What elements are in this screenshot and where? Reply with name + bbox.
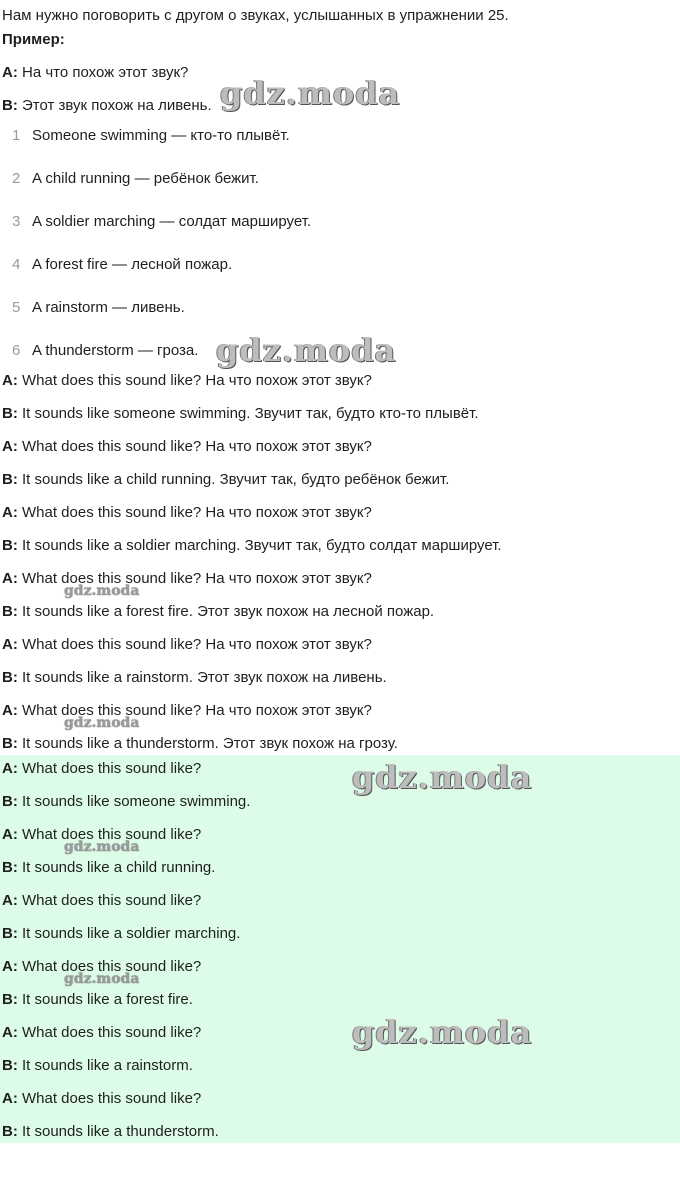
list-item: A thunderstorm — гроза. — [32, 342, 199, 359]
dialogue-line — [2, 437, 372, 457]
intro-text: Нам нужно поговорить с другом о звуках, услышанных в упражнении 25. — [2, 7, 509, 24]
speaker-label: B: — [2, 735, 18, 752]
dialogue-line — [2, 404, 479, 424]
speaker-label: A: — [2, 892, 18, 909]
line-text: It sounds like a forest fire. — [17, 991, 193, 1008]
list-item: A child running — ребёнок бежит. — [32, 170, 259, 187]
example-line — [2, 96, 212, 116]
line-text: What does this sound like? — [17, 1090, 202, 1107]
answer-line — [2, 858, 215, 878]
watermark-logo: gdz.moda — [64, 715, 140, 731]
speaker-label: B: — [2, 97, 18, 114]
line-text: What does this sound like? — [17, 760, 202, 777]
answer-line — [2, 990, 193, 1010]
line-text: It sounds like someone swimming. — [17, 793, 251, 810]
speaker-label: B: — [2, 537, 18, 554]
item-number: 4 — [12, 256, 21, 273]
list-item: A forest fire — лесной пожар. — [32, 256, 233, 273]
answer-line — [2, 1056, 193, 1076]
speaker-label: B: — [2, 471, 18, 488]
item-number: 3 — [12, 213, 21, 230]
line-text: It sounds like a rainstorm. — [17, 1057, 193, 1074]
dialogue-line — [2, 635, 372, 655]
line-text: What does this sound like? На что похож этот звук? — [17, 636, 372, 653]
line-text: What does this sound like? На что похож этот звук? — [17, 702, 372, 719]
answer-line — [2, 759, 201, 779]
dialogue-line — [2, 602, 434, 622]
dialogue-line — [2, 536, 502, 556]
line-text: It sounds like a thunderstorm. Этот звук похож на грозу. — [17, 735, 398, 752]
speaker-label: A: — [2, 570, 18, 587]
answer-line — [2, 1089, 201, 1109]
line-text: It sounds like a soldier marching. Звучит так, будто солдат марширует. — [17, 537, 502, 554]
speaker-label: B: — [2, 1057, 18, 1074]
speaker-label: A: — [2, 64, 18, 81]
speaker-label: A: — [2, 1090, 18, 1107]
line-text: It sounds like a rainstorm. Этот звук похож на ливень. — [17, 669, 387, 686]
line-text: Этот звук похож на ливень. — [17, 97, 212, 114]
list-item: A soldier marching — солдат марширует. — [32, 213, 312, 230]
line-text: It sounds like a forest fire. Этот звук похож на лесной пожар. — [17, 603, 435, 620]
example-line — [2, 63, 188, 83]
speaker-label: A: — [2, 504, 18, 521]
dialogue-line — [2, 569, 372, 589]
watermark-logo: gdz.moda — [64, 971, 140, 987]
line-text: It sounds like a thunderstorm. — [17, 1123, 219, 1140]
watermark-logo: gdz.moda — [220, 74, 401, 112]
line-text: What does this sound like? — [17, 1024, 202, 1041]
speaker-label: B: — [2, 793, 18, 810]
speaker-label: A: — [2, 958, 18, 975]
watermark-logo: gdz.moda — [216, 331, 397, 369]
line-text: What does this sound like? — [17, 958, 202, 975]
item-number: 1 — [12, 127, 21, 144]
answer-line — [2, 792, 250, 812]
speaker-label: A: — [2, 826, 18, 843]
line-text: What does this sound like? На что похож этот звук? — [17, 438, 372, 455]
example-label: Пример: — [2, 31, 65, 48]
line-text: It sounds like someone swimming. Звучит так, будто кто-то плывёт. — [17, 405, 479, 422]
speaker-label: B: — [2, 405, 18, 422]
speaker-label: A: — [2, 438, 18, 455]
dialogue-line — [2, 701, 372, 721]
answer-line — [2, 1122, 219, 1142]
watermark-logo: gdz.moda — [352, 758, 533, 796]
speaker-label: A: — [2, 372, 18, 389]
answer-highlight-block — [0, 755, 680, 1143]
dialogue-line — [2, 503, 372, 523]
line-text: На что похож этот звук? — [17, 64, 189, 81]
list-item: Someone swimming — кто-то плывёт. — [32, 127, 290, 144]
speaker-label: B: — [2, 925, 18, 942]
item-number: 5 — [12, 299, 21, 316]
line-text: What does this sound like? — [17, 892, 202, 909]
watermark-logo: gdz.moda — [64, 839, 140, 855]
answer-line — [2, 891, 201, 911]
speaker-label: B: — [2, 669, 18, 686]
speaker-label: B: — [2, 603, 18, 620]
dialogue-line — [2, 371, 372, 391]
speaker-label: A: — [2, 636, 18, 653]
line-text: It sounds like a child running. Звучит так, будто ребёнок бежит. — [17, 471, 450, 488]
speaker-label: B: — [2, 991, 18, 1008]
dialogue-line — [2, 470, 449, 490]
line-text: What does this sound like? — [17, 826, 202, 843]
line-text: What does this sound like? На что похож этот звук? — [17, 504, 372, 521]
speaker-label: B: — [2, 859, 18, 876]
dialogue-line — [2, 668, 387, 688]
line-text: What does this sound like? На что похож этот звук? — [17, 372, 372, 389]
item-number: 2 — [12, 170, 21, 187]
line-text: It sounds like a soldier marching. — [17, 925, 241, 942]
watermark-logo: gdz.moda — [352, 1013, 533, 1051]
line-text: What does this sound like? На что похож этот звук? — [17, 570, 372, 587]
speaker-label: B: — [2, 1123, 18, 1140]
item-number: 6 — [12, 342, 21, 359]
watermark-logo: gdz.moda — [64, 583, 140, 599]
speaker-label: A: — [2, 702, 18, 719]
answer-line — [2, 1023, 201, 1043]
line-text: It sounds like a child running. — [17, 859, 216, 876]
dialogue-line — [2, 734, 398, 754]
speaker-label: A: — [2, 1024, 18, 1041]
answer-line — [2, 924, 240, 944]
speaker-label: A: — [2, 760, 18, 777]
list-item: A rainstorm — ливень. — [32, 299, 185, 316]
